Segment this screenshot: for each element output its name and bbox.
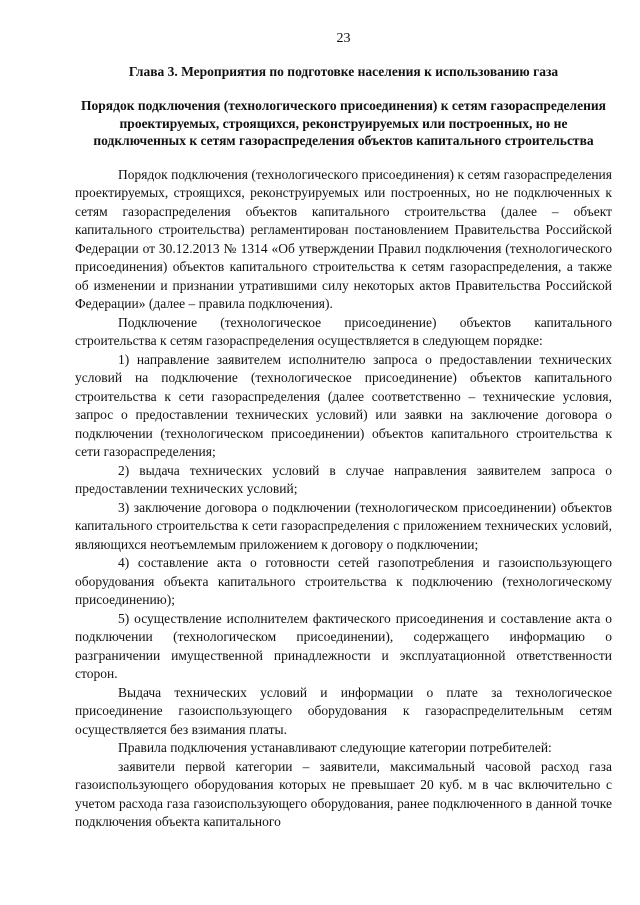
chapter-title: Глава 3. Мероприятия по подготовке населения к использованию газа <box>128 63 559 79</box>
list-item: 2) выдача технических условий в случае направления заявителем запроса о предоставлении технических условий; <box>75 462 612 496</box>
paragraph: Правила подключения устанавливают следующие категории потребителей: <box>118 740 552 755</box>
page-number: 23 <box>336 31 351 46</box>
section-title: Порядок подключения (технологического присоединения) к сетям газораспределения проектируемых, строящихся, реконструируемых или построенных, но не подключенных к сетям газораспределения объектов капитального строительства <box>81 98 606 148</box>
paragraph: Порядок подключения (технологического присоединения) к сетям газораспределения проектируемых, строящихся, реконструируемых или построенных, но не подключенных к сетям газораспределения объектов капитального строительства (далее – объект капитального строительства) регламентирован постановлением Правительства Российской Федерации от 30.12.2013 № 1314 «Об утверждении Правил подключения (технологического присоединения) объектов капитального строительства к сетям газораспределения, а также об изменении и признании утратившими силу некоторых актов Правительства Российской Федерации» (далее – правила подключения). <box>75 166 612 311</box>
list-item: 5) осуществление исполнителем фактического присоединения и составление акта о подключении (технологическом присоединении), содержащего информацию о разграничении имущественной принадлежности и эксплуатационной ответственности сторон. <box>75 610 612 681</box>
paragraph: Подключение (технологическое присоединение) объектов капитального строительства к сетям газораспределения осуществляется в следующем порядке: <box>75 314 612 348</box>
list-item: 4) составление акта о готовности сетей газопотребления и газоиспользующего оборудования объекта капитального строительства к подключению (технологическому присоединению); <box>75 555 612 607</box>
paragraph: заявители первой категории – заявители, максимальный часовой расход газа газоиспользующего оборудования которых не превышает 20 куб. м в час включительно с учетом расхода газа газоиспользующего оборудования, ранее подключенного в данной точке подключения объекта капитального <box>75 758 612 829</box>
paragraph: Выдача технических условий и информации о плате за технологическое присоединение газоиспользующего оборудования к газораспределительным сетям осуществляется без взимания платы. <box>75 684 612 737</box>
list-item: 3) заключение договора о подключении (технологическом присоединении) объектов капитального строительства к сети газораспределения с приложением технических условий, являющихся неотъемлемым приложением к договору о подключении; <box>75 499 612 552</box>
list-item: 1) направление заявителем исполнителю запроса о предоставлении технических условий на подключение (технологическое присоединение) объектов капитального строительства к сети газораспределения (далее соответственно – технические условия, запрос о предоставлении технических условий) или заявки на заключение договора о подключении (технологическом присоединении) объектов капитального строительства к сети газораспределения; <box>75 351 612 459</box>
body-text <box>75 166 612 832</box>
